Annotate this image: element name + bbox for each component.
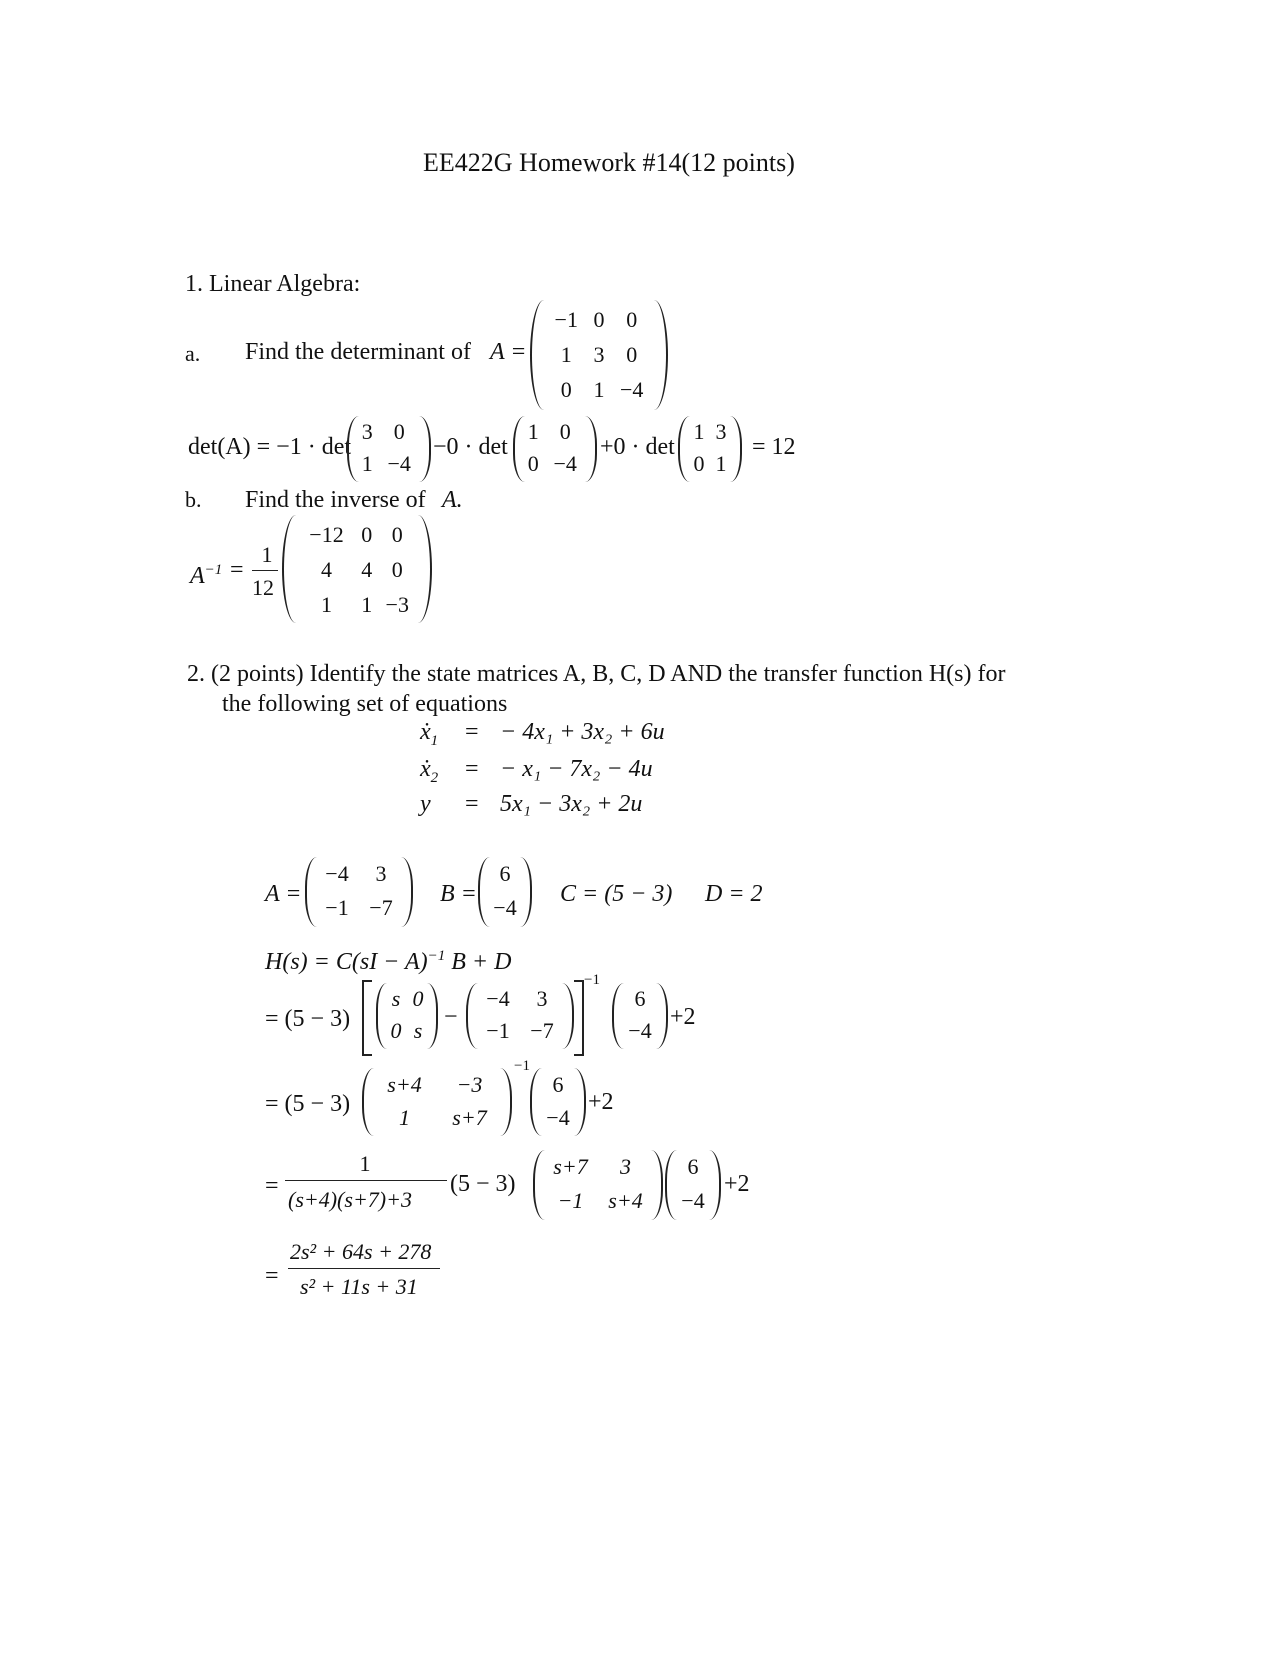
sI-minus-A-matrix — [362, 1068, 512, 1136]
matrix-cell: 0 — [559, 419, 571, 444]
q1-heading: 1. Linear Algebra: — [185, 271, 361, 297]
ainv-eq: = — [230, 557, 244, 583]
matrix-cell: 1 — [527, 419, 539, 444]
matrix-cell: −12 — [309, 521, 344, 547]
matrix-cell: −4 — [681, 1188, 705, 1213]
matrix-cell: s+7 — [452, 1104, 487, 1130]
matrix-cell: 1 — [321, 591, 332, 617]
matrix-cell: 0 — [412, 986, 424, 1011]
q1a-label: a. — [185, 341, 201, 366]
matrix-A — [530, 300, 668, 410]
q2-line1: 2. (2 points) Identify the state matrices A, B, C, D AND the transfer function H(s) for — [187, 661, 1006, 687]
matrix-cell: 0 — [391, 556, 403, 582]
minus-sign: − — [444, 1004, 458, 1030]
row2-prefix: = (5 − 3) — [265, 1091, 351, 1117]
matrix-cell: 0 — [393, 419, 405, 444]
row1-plus2: +2 — [670, 1004, 696, 1030]
A-matrix-row1 — [466, 983, 574, 1049]
C-label: C = (5 − 3) — [560, 881, 673, 907]
matrix-cell: 1 — [693, 419, 705, 444]
matrix-cell: s+7 — [553, 1154, 588, 1179]
eq1-lhs: ẋ$_1$ — [420, 719, 439, 749]
matrix-cell: 0 — [626, 306, 638, 332]
row2-inverse-sup: −1 — [514, 1058, 530, 1074]
matrix-cell: −1 — [557, 1188, 584, 1213]
matrix-cell: −4 — [387, 451, 411, 476]
matrix-cell: 3 — [620, 1154, 631, 1179]
matrix-cell: −4 — [628, 1018, 652, 1043]
matrix-cell: −7 — [369, 895, 393, 920]
matrix-cell: 1 — [399, 1104, 410, 1130]
eq2-lhs: ẋ$_2$ — [420, 756, 439, 786]
row2-plus2: +2 — [588, 1089, 614, 1115]
matrix-cell: −4 — [553, 451, 577, 476]
minus-zero-det: −0 · det — [433, 434, 508, 460]
matrix-cell: 1 — [361, 591, 373, 617]
matrix-cell: 1 — [361, 451, 373, 476]
matrix-cell: 3 — [361, 419, 373, 444]
page-title: EE422G Homework #14(12 points) — [423, 148, 795, 177]
row1-prefix: = (5 − 3) — [265, 1006, 351, 1032]
matrix-cell: s+4 — [608, 1188, 643, 1213]
matrix-cell: 0 — [560, 376, 572, 402]
matrix-cell: −1 — [486, 1018, 510, 1043]
H-definition: H(s) = C(sI − A)$^{-1}$ B + D — [265, 948, 512, 975]
matrix-cell: −1 — [325, 895, 349, 920]
matrix-cell: 0 — [390, 1018, 402, 1043]
matrix-cell: 1 — [715, 451, 727, 476]
q2-line2: the following set of equations — [222, 691, 508, 717]
B-label: B = — [440, 881, 477, 907]
matrix-cell: s — [413, 1018, 423, 1043]
eq3-eq: = — [465, 791, 479, 817]
matrix-cell: −3 — [385, 591, 409, 617]
matrix-cell: 6 — [687, 1154, 699, 1179]
matrix-cell: s — [391, 986, 401, 1011]
matrix-cell: −1 — [554, 306, 578, 332]
state-matrix-A — [305, 857, 413, 927]
det-lhs: det(A) = −1 · det — [188, 434, 352, 460]
matrix-cell: −4 — [546, 1104, 570, 1130]
B-vector-row3 — [665, 1150, 721, 1220]
adjugate-matrix — [533, 1150, 663, 1220]
matrix-cell: 0 — [626, 341, 638, 367]
q1b-label: b. — [185, 487, 202, 512]
matrix-cell: 1 — [593, 376, 605, 402]
matrix-cell: s+4 — [387, 1071, 422, 1097]
matrix-cell: 6 — [634, 986, 646, 1011]
row4-eq: = — [265, 1263, 279, 1289]
eq2-eq: = — [465, 756, 479, 782]
eq1-rhs: − 4x₁ + 3x₂ + 6u — [500, 719, 665, 745]
minor-3 — [678, 416, 742, 482]
eq1-eq: = — [465, 719, 479, 745]
B-vector-row1 — [612, 983, 668, 1049]
matrix-cell: 4 — [361, 556, 373, 582]
q1a-A-eq: A = — [490, 339, 527, 365]
matrix-A-inverse — [282, 515, 432, 623]
ainv-lhs: $A^{-1}$ — [190, 562, 223, 589]
matrix-cell: 0 — [593, 306, 605, 332]
matrix-cell: −4 — [325, 861, 349, 886]
matrix-cell: 0 — [391, 521, 403, 547]
minor-1 — [347, 416, 431, 482]
sI-matrix — [376, 983, 438, 1049]
eq3-rhs: 5x₁ − 3x₂ + 2u — [500, 791, 643, 817]
q1b-text: Find the inverse of — [245, 487, 426, 513]
q1a-text: Find the determinant of — [245, 339, 471, 365]
frac-num: 1 — [261, 542, 273, 567]
row4-denominator: s² + 11s + 31 — [300, 1274, 418, 1299]
matrix-cell: 4 — [321, 556, 332, 582]
matrix-cell: 3 — [593, 341, 605, 367]
eq3-lhs: y — [420, 791, 431, 817]
matrix-cell: 1 — [560, 341, 572, 367]
row4-numerator: 2s² + 64s + 278 — [290, 1239, 432, 1264]
minor-2 — [513, 416, 597, 482]
row3-plus2: +2 — [724, 1171, 750, 1197]
row1-inverse-sup: −1 — [584, 972, 600, 988]
state-matrix-B — [478, 857, 532, 927]
row3-denominator: (s+4)(s+7)+3 — [288, 1187, 412, 1212]
matrix-cell: −4 — [620, 376, 644, 402]
matrix-cell: 0 — [527, 451, 539, 476]
B-vector-row2 — [530, 1068, 586, 1136]
eq2-rhs: − x₁ − 7x₂ − 4u — [500, 756, 653, 782]
matrix-cell: 0 — [693, 451, 705, 476]
frac-den: 12 — [252, 575, 274, 600]
plus-zero-det: +0 · det — [600, 434, 675, 460]
matrix-cell: 3 — [375, 861, 387, 886]
det-result: = 12 — [752, 434, 796, 460]
matrix-cell: 6 — [552, 1071, 564, 1097]
q1b-var: A. — [442, 487, 463, 513]
matrix-cell: 3 — [536, 986, 548, 1011]
D-label: D = 2 — [705, 881, 763, 907]
row3-numerator: 1 — [359, 1151, 371, 1176]
row3-C-row: (5 − 3) — [450, 1171, 516, 1197]
matrix-cell: 3 — [715, 419, 727, 444]
matrix-cell: 0 — [361, 521, 373, 547]
matrix-cell: −7 — [530, 1018, 554, 1043]
matrix-cell: −3 — [456, 1071, 483, 1097]
row3-eq: = — [265, 1173, 279, 1199]
matrix-cell: −4 — [493, 895, 517, 920]
matrix-cell: 6 — [499, 861, 511, 886]
A-label: A = — [265, 881, 302, 907]
matrix-cell: −4 — [486, 986, 510, 1011]
